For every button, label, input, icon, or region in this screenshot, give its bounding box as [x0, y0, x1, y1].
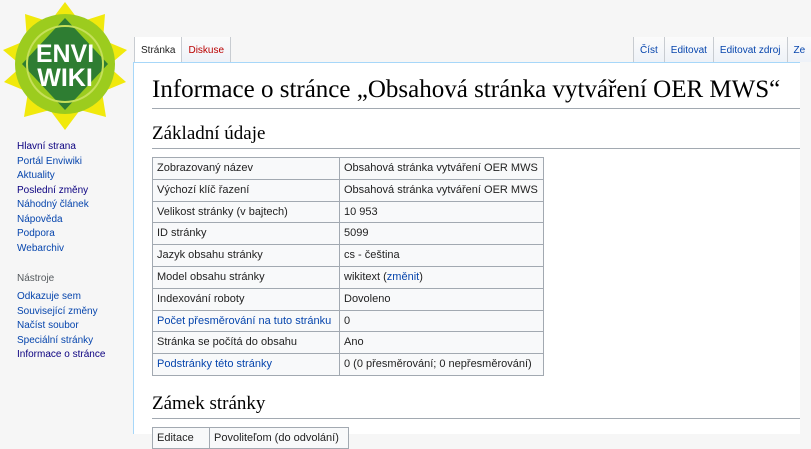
sidebar-item-nahodny-clanek[interactable]: Náhodný článek	[17, 199, 89, 210]
row-value: 0 (0 přesměrování; 0 nepřesměrování)	[340, 354, 544, 376]
tab-read[interactable]: Číst	[633, 37, 664, 62]
content-model-value: wikitext	[344, 270, 381, 283]
table-row	[153, 428, 349, 449]
tools-item-informace-o-strance[interactable]: Informace o stránce	[17, 349, 106, 360]
sidebar-navigation	[0, 140, 130, 256]
row-value: Obsahová stránka vytváření OER MWS	[340, 158, 544, 180]
table-row	[153, 179, 544, 201]
sidebar	[0, 140, 130, 363]
sidebar-item-hlavni-strana[interactable]: Hlavní strana	[17, 141, 76, 152]
enviwiki-logo[interactable]	[0, 0, 130, 130]
tools-item-nacist-soubor[interactable]: Načíst soubor	[17, 320, 79, 331]
row-key: Výchozí klíč řazení	[153, 179, 340, 201]
row-key: ID stránky	[153, 223, 340, 245]
table-row	[153, 310, 544, 332]
tools-item-specialni-stranky[interactable]: Speciální stránky	[17, 334, 94, 346]
row-value: cs - čeština	[340, 245, 544, 267]
row-key: Jazyk obsahu stránky	[153, 245, 340, 267]
protection-table	[152, 427, 349, 449]
table-row	[153, 223, 544, 245]
tab-history[interactable]: Ze	[787, 37, 811, 62]
table-row	[153, 288, 544, 310]
table-row	[153, 158, 544, 180]
row-key: Indexování roboty	[153, 288, 340, 310]
tools-item-souvisejici-zmeny[interactable]: Související změny	[17, 305, 98, 317]
row-key: Stránka se počítá do obsahu	[153, 332, 340, 354]
subpages-link[interactable]: Podstránky této stránky	[157, 358, 272, 371]
sidebar-item-posledni-zmeny[interactable]: Poslední změny	[17, 184, 89, 196]
page-content	[133, 62, 800, 444]
table-row	[153, 332, 544, 354]
page-title: Informace o stránce „Obsahová stránka vytváření OER MWS“	[152, 76, 781, 103]
row-key-cell	[153, 310, 340, 332]
tab-discussion[interactable]: Diskuse	[181, 37, 231, 62]
table-row	[153, 245, 544, 267]
section-divider-protection	[152, 418, 800, 419]
section-heading-basic: Základní údaje	[152, 123, 266, 144]
tab-edit[interactable]: Editovat	[664, 37, 713, 62]
logo-text-wiki: WIKI	[37, 64, 93, 92]
table-row	[153, 201, 544, 223]
namespace-tabs	[134, 37, 231, 62]
tools-heading: Nástroje	[17, 273, 55, 284]
row-value: Povoliteľom (do odvolání)	[210, 428, 349, 449]
tab-edit-source[interactable]: Editovat zdroj	[713, 37, 787, 62]
row-value: 0	[340, 310, 544, 332]
change-content-model-link[interactable]: změnit	[386, 270, 420, 283]
row-key: Velikost stránky (v bajtech)	[153, 201, 340, 223]
sidebar-tools	[0, 290, 130, 363]
logo-emblem	[0, 0, 130, 130]
row-key-cell	[153, 354, 340, 376]
sidebar-item-napoveda[interactable]: Nápověda	[17, 213, 63, 225]
table-row	[153, 266, 544, 288]
logo-text-envi: ENVI	[35, 40, 95, 68]
row-value: Ano	[340, 332, 544, 354]
row-key: Editace	[153, 428, 210, 449]
section-divider-basic	[152, 148, 800, 149]
row-key: Zobrazovaný název	[153, 158, 340, 180]
row-value: 5099	[340, 223, 544, 245]
row-key: Model obsahu stránky	[153, 266, 340, 288]
row-value: 10 953	[340, 201, 544, 223]
sidebar-item-aktuality[interactable]: Aktuality	[17, 170, 55, 181]
sidebar-item-portal-enviwiki[interactable]: Portál Enviwiki	[17, 155, 83, 167]
section-heading-protection: Zámek stránky	[152, 393, 266, 414]
row-value-content-model: wikitext (změnit)	[340, 266, 544, 288]
basic-info-table	[152, 157, 544, 376]
tools-item-odkazuje-sem[interactable]: Odkazuje sem	[17, 291, 81, 302]
sidebar-item-podpora[interactable]: Podpora	[17, 228, 55, 239]
row-value: Obsahová stránka vytváření OER MWS	[340, 179, 544, 201]
row-value: Dovoleno	[340, 288, 544, 310]
redirects-link[interactable]: Počet přesměrování na tuto stránku	[157, 314, 332, 327]
tab-page[interactable]: Stránka	[134, 37, 181, 62]
view-tabs	[633, 37, 811, 62]
title-divider	[152, 108, 800, 109]
table-row	[153, 354, 544, 376]
sidebar-item-webarchiv[interactable]: Webarchiv	[17, 242, 65, 254]
